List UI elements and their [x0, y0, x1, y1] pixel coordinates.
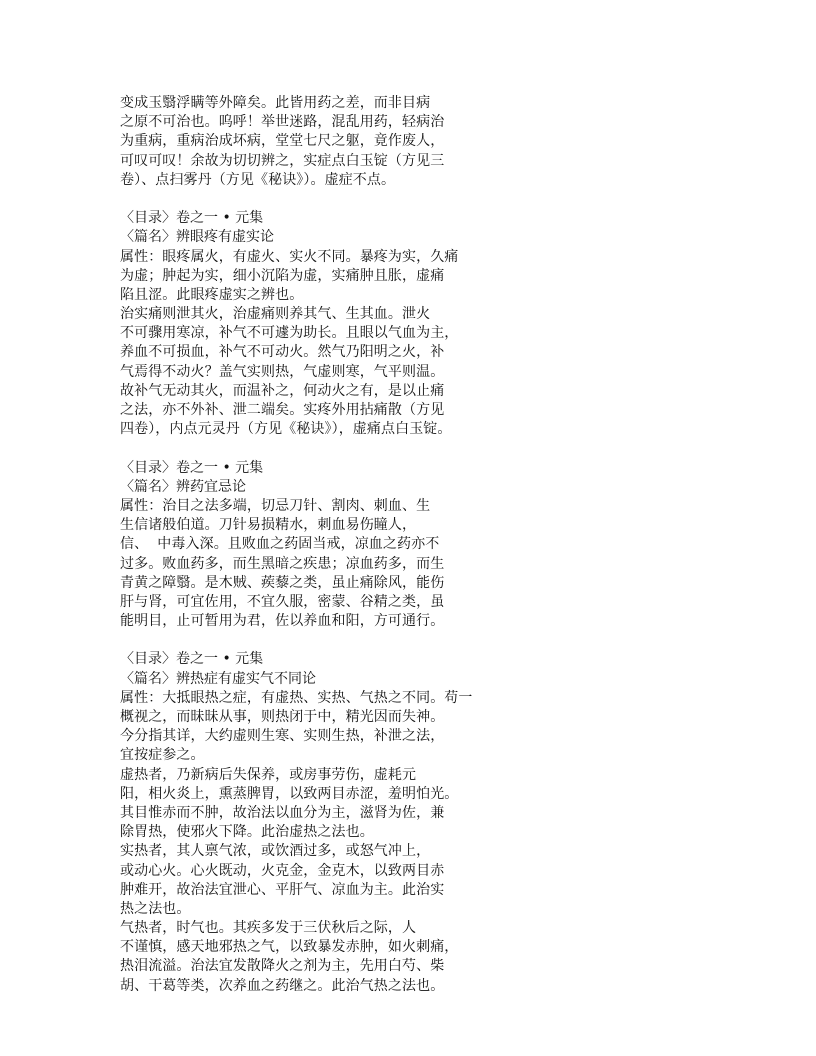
text-line: 虚热者，乃新病后失保养，或房事劳伤，虚耗元 — [120, 766, 417, 783]
section-medicine — [120, 459, 800, 632]
section-eye-pain — [120, 209, 800, 439]
text-line: 过多。败血药多，而生黑暗之疾患；凉血药多，而生 — [120, 555, 445, 572]
section-spacer — [120, 631, 800, 650]
text-line: 四卷），内点元灵丹（方见《秘诀》），虚痛点白玉锭。 — [120, 421, 452, 438]
text-line: 能明目，止可暂用为君，佐以养血和阳，方可通行。 — [120, 613, 445, 630]
text-line: 属性：眼疼属火，有虚火、实火不同。暴疼为实，久痛 — [120, 248, 459, 265]
text-line: 治实痛则泄其火，治虚痛则养其气、生其血。泄火 — [120, 306, 431, 323]
text-line: 胡、干葛等类，次养血之药继之。此治气热之法也。 — [120, 977, 445, 994]
text-line: 生信诸般伯道。刀针易损精水，刺血易伤瞳人， — [120, 517, 417, 534]
text-line: 肝与肾，可宜佐用，不宜久服，密蒙、谷精之类，虽 — [120, 593, 445, 610]
text-line: 之原不可治也。呜呼！举世迷路，混乱用药，轻病治 — [120, 114, 445, 131]
text-line: 阳，相火炎上，熏蒸脾胃，以致两目赤涩，羞明怕光。 — [120, 785, 459, 802]
text-line: 为重病，重病治成坏病，堂堂七尺之躯，竟作废人， — [120, 133, 445, 150]
text-line: 不可骤用寒凉，补气不可遽为助长。且眼以气血为主， — [120, 325, 459, 342]
text-line: 为虚；肿起为实，细小沉陷为虚，实痛肿且胀，虚痛 — [120, 267, 445, 284]
text-line: 今分指其详，大约虚则生寒、实则生热，补泄之法， — [120, 728, 445, 745]
text-line: 气热者，时气也。其疾多发于三伏秋后之际，人 — [120, 920, 417, 937]
article-title: 〈篇名〉辨眼疼有虚实论 — [120, 229, 274, 246]
article-title: 〈篇名〉辨热症有虚实气不同论 — [120, 670, 316, 687]
text-line: 热之法也。 — [120, 900, 191, 917]
text-line: 其目惟赤而不肿，故治法以血分为主，滋肾为佐，兼 — [120, 804, 445, 821]
text-line: 青黄之障翳。是木贼、蒺藜之类，虽止痛除风，能伤 — [120, 574, 445, 591]
text-line: 概视之，而昧昧从事，则热闭于中，精光因而失神。 — [120, 709, 445, 725]
text-line: 不谨慎，感天地邪热之气，以致暴发赤肿，如火刺痛， — [120, 939, 459, 956]
text-line: 养血不可损血，补气不可动火。然气乃阳明之火，补 — [120, 344, 445, 361]
text-line: 气焉得不动火？盖气实则热，气虚则寒，气平则温。 — [120, 363, 445, 380]
text-line: 或动心火。心火既动，火克金，金克木，以致两目赤 — [120, 862, 445, 879]
section-heat-symptoms — [120, 650, 800, 995]
text-line: 卷）、点扫雾丹（方见《秘诀》）。虚症不点。 — [120, 171, 396, 188]
catalog-line: 〈目录〉卷之一 • 元集 — [120, 459, 264, 476]
text-line: 陷且涩。此眼疼虚实之辨也。 — [120, 286, 304, 303]
text-line: 变成玉翳浮瞒等外障矣。此皆用药之差，而非目病 — [120, 95, 431, 111]
article-title: 〈篇名〉辨药宜忌论 — [120, 478, 246, 495]
section-spacer — [120, 190, 800, 209]
text-line: 信、 中毒入深。且败血之药固当戒，凉血之药亦不 — [120, 536, 440, 553]
text-line: 除胃热，使邪火下降。此治虚热之法也。 — [120, 824, 374, 841]
text-line: 热泪流溢。治法宜发散降火之剂为主，先用白芍、柴 — [120, 958, 445, 975]
catalog-line: 〈目录〉卷之一 • 元集 — [120, 651, 264, 668]
text-line: 属性：大抵眼热之症，有虚热、实热、气热之不同。苟一 — [120, 689, 473, 706]
text-line: 宜按症参之。 — [120, 747, 205, 764]
catalog-line: 〈目录〉卷之一 • 元集 — [120, 210, 264, 227]
text-line: 之法，亦不外补、泄二端矣。实疼外用拈痛散（方见 — [120, 402, 445, 418]
text-line: 属性：治目之法多端，切忌刀针、割肉、刺血、生 — [120, 497, 431, 514]
text-line: 故补气无动其火，而温补之，何动火之有，是以止痛 — [120, 382, 445, 399]
text-line: 肿难开，故治法宜泄心、平肝气、凉血为主。此治实 — [120, 881, 445, 898]
intro-paragraph — [120, 94, 800, 190]
text-line: 实热者，其人禀气浓，或饮酒过多，或怒气冲上， — [120, 843, 431, 860]
section-spacer — [120, 439, 800, 458]
document-page — [120, 94, 800, 996]
text-line: 可叹可叹！余故为切切辨之，实症点白玉锭（方见三 — [120, 152, 445, 169]
